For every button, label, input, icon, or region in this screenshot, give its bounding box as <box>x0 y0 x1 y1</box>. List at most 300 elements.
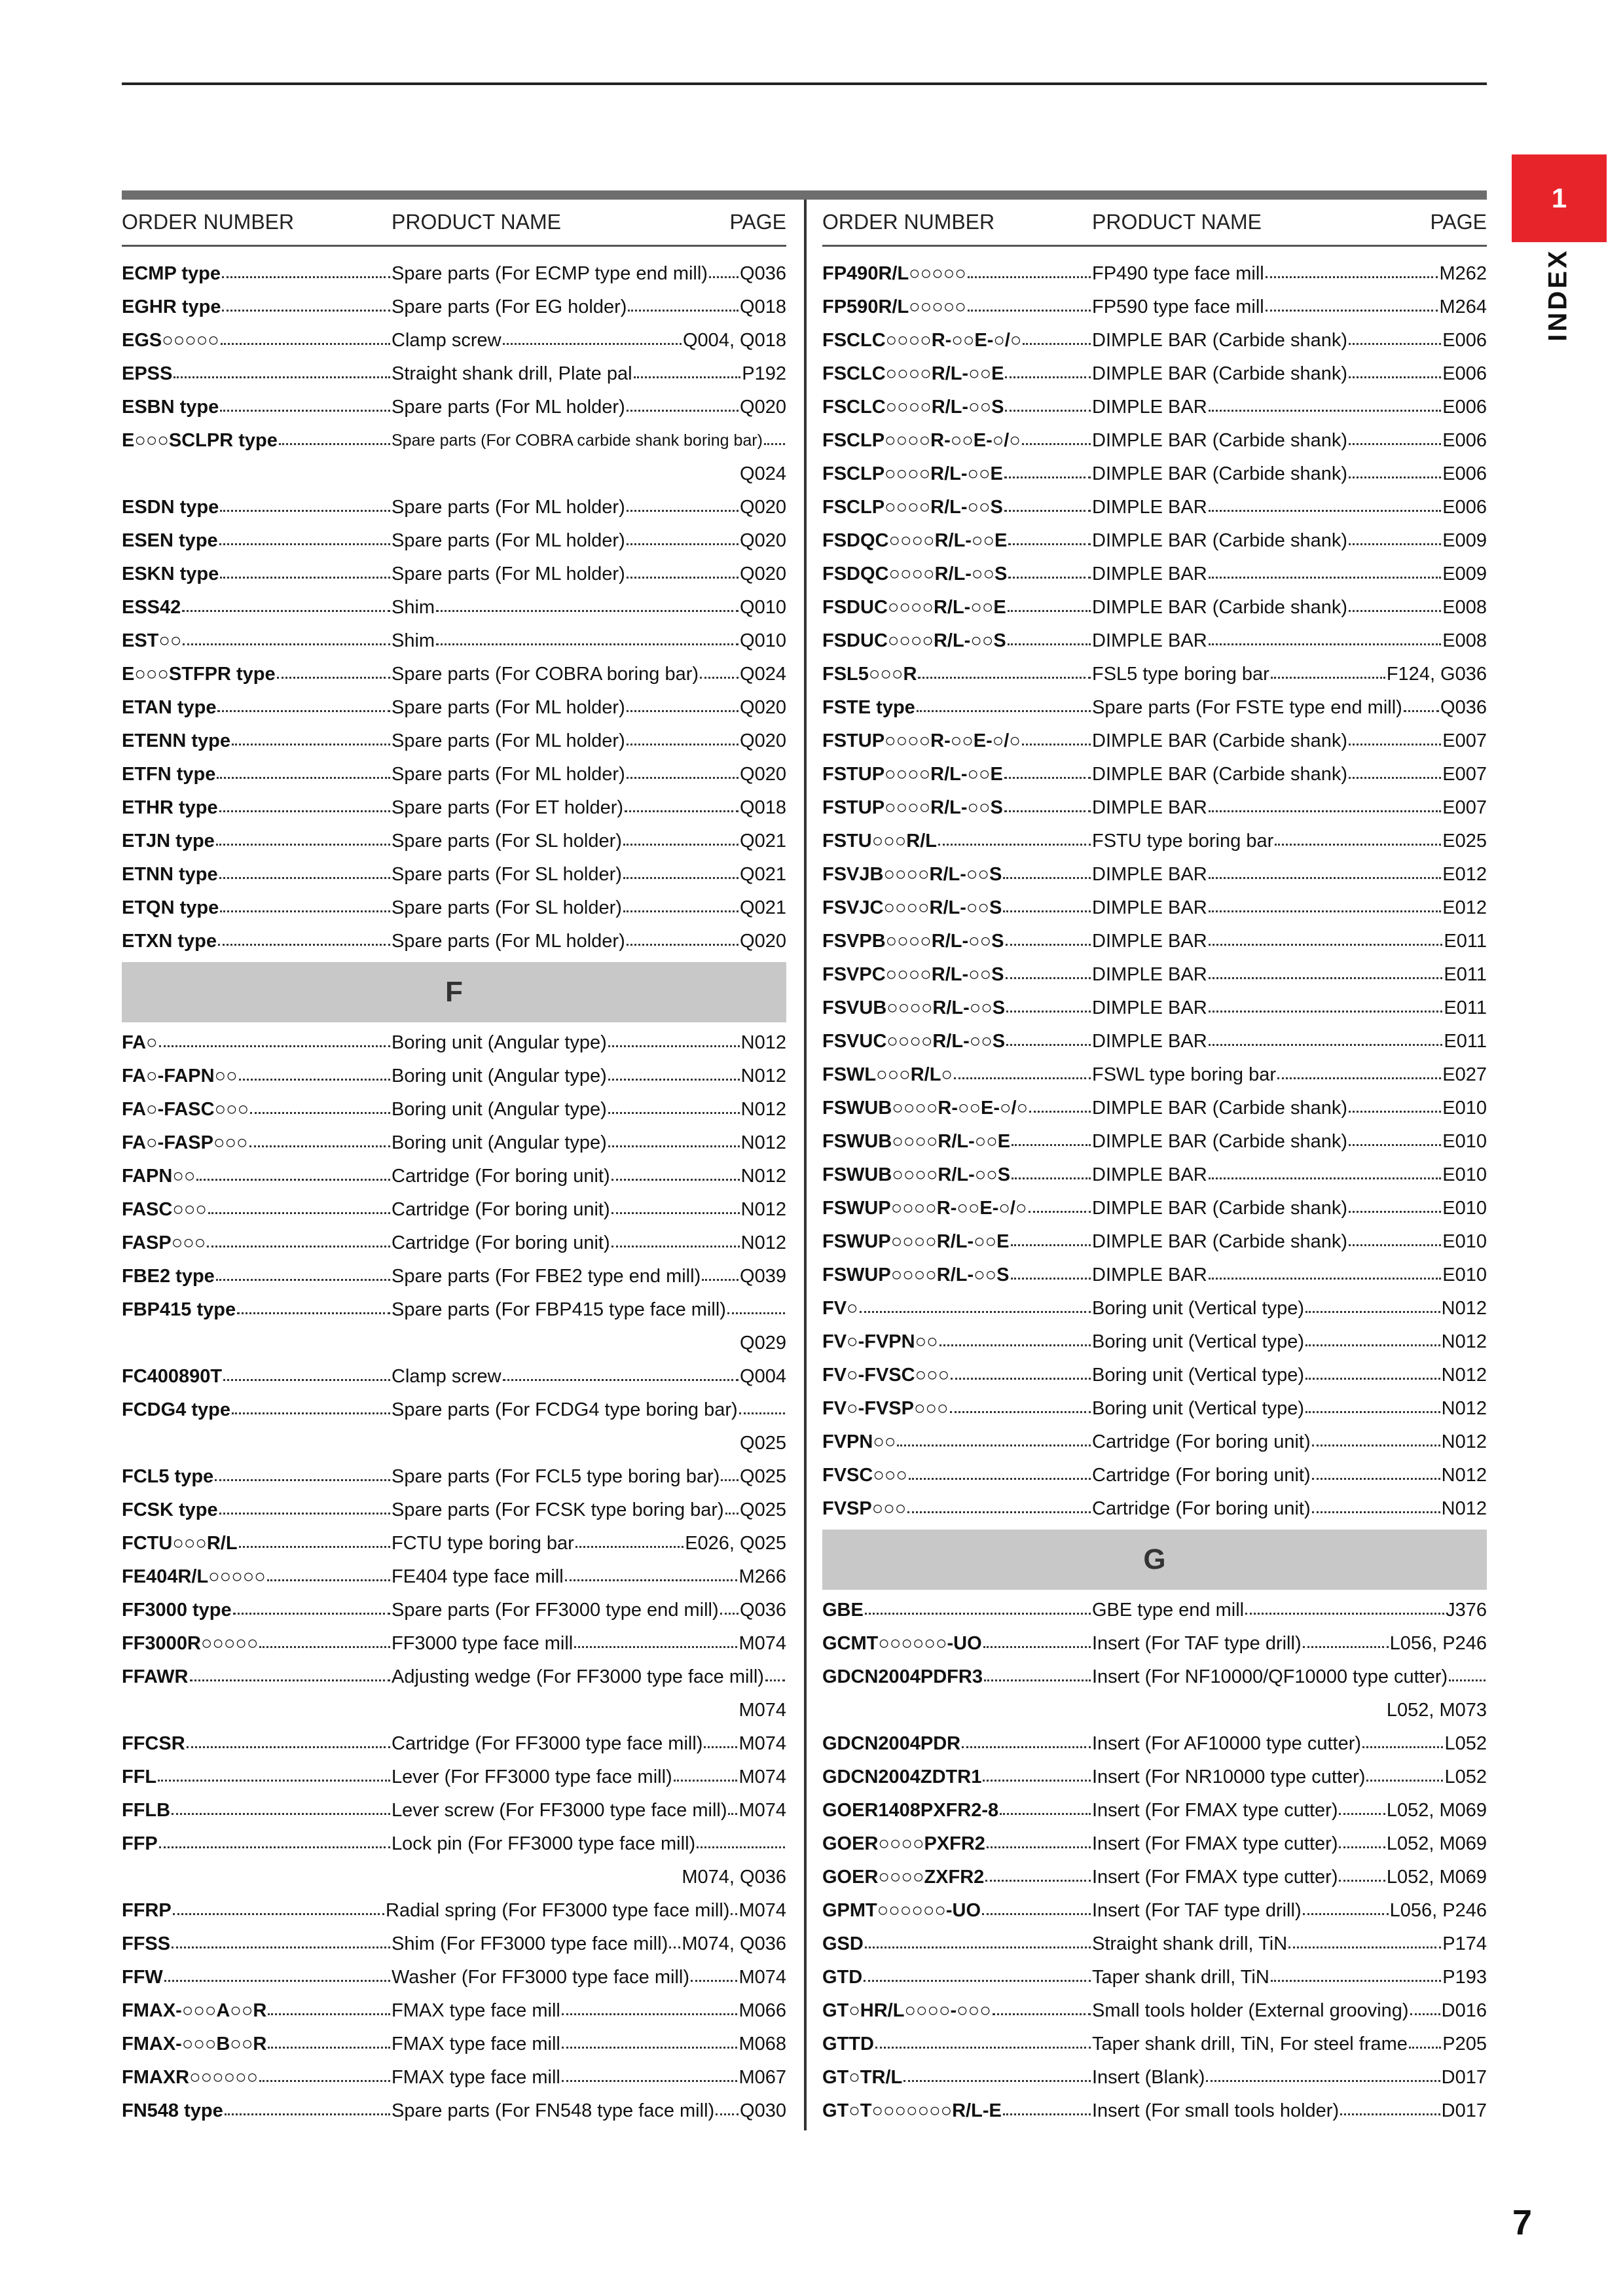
product-cell <box>1092 1666 1487 1688</box>
product-name: Shim (For FF3000 type face mill) <box>392 1933 668 1954</box>
order-number-cell <box>122 797 392 819</box>
order-number: FFLB <box>122 1800 171 1821</box>
order-number: FFP <box>122 1833 158 1854</box>
index-row[interactable] <box>822 1158 1487 1192</box>
row-page: P192 <box>742 363 786 384</box>
order-number-cell <box>122 397 392 418</box>
index-row-continuation <box>122 1861 786 1894</box>
index-row[interactable] <box>822 1426 1487 1459</box>
order-number: FSDQC○○○○R/L-○○S <box>822 564 1008 584</box>
index-row[interactable] <box>122 1627 786 1660</box>
index-row[interactable] <box>122 1460 786 1494</box>
order-number: FP490R/L○○○○○ <box>822 263 966 284</box>
index-row[interactable] <box>822 1392 1487 1426</box>
index-row[interactable] <box>822 291 1487 324</box>
index-row[interactable] <box>822 1359 1487 1392</box>
product-name: DIMPLE BAR <box>1092 1164 1207 1185</box>
index-row[interactable] <box>822 1058 1487 1092</box>
dot-leader <box>1022 732 1091 745</box>
row-page: Q024 <box>740 463 786 484</box>
row-page: M074 <box>739 1733 786 1754</box>
row-page: L056, P246 <box>1389 1900 1487 1921</box>
order-number: FBE2 type <box>122 1266 215 1287</box>
index-row[interactable] <box>122 891 786 925</box>
index-row[interactable] <box>122 357 786 391</box>
index-row[interactable] <box>122 1293 786 1327</box>
index-row[interactable] <box>822 558 1487 591</box>
dot-leader <box>1404 698 1439 712</box>
product-cell <box>1092 1431 1487 1453</box>
dot-leader <box>721 1467 739 1481</box>
order-number: FSCLC○○○○R-○○E-○/○ <box>822 330 1022 351</box>
row-page: E012 <box>1442 864 1487 885</box>
row-page: L052 <box>1444 1733 1487 1754</box>
row-page: M074 <box>739 1700 786 1721</box>
product-name: GBE type end mill <box>1092 1600 1245 1621</box>
product-cell <box>392 597 786 619</box>
order-number: FVPN○○ <box>822 1431 896 1452</box>
index-row[interactable] <box>822 1459 1487 1492</box>
row-page: Q020 <box>740 931 786 952</box>
product-name: DIMPLE BAR (Carbide shank) <box>1092 330 1348 351</box>
index-row[interactable] <box>822 1928 1487 1961</box>
row-page: Q010 <box>740 630 786 651</box>
order-number: GDCN2004PDFR3 <box>822 1666 983 1687</box>
product-name: DIMPLE BAR (Carbide shank) <box>1092 730 1348 751</box>
index-row[interactable] <box>822 624 1487 658</box>
dot-leader <box>1349 1232 1441 1246</box>
dot-leader <box>1349 465 1441 478</box>
index-row[interactable] <box>822 658 1487 691</box>
order-number: ESDN type <box>122 497 219 518</box>
index-row[interactable] <box>122 1594 786 1627</box>
index-row[interactable] <box>822 424 1487 457</box>
product-name: Adjusting wedge (For FF3000 type face mill) <box>392 1666 764 1687</box>
index-row[interactable] <box>822 1961 1487 1994</box>
row-page: Q024 <box>740 664 786 685</box>
index-row[interactable] <box>122 2094 786 2128</box>
order-number: GTD <box>822 1967 863 1988</box>
order-number: FFL <box>122 1767 157 1787</box>
order-number: GOER○○○○ZXFR2 <box>822 1867 985 1888</box>
product-name: Spare parts (For FBP415 type face mill) <box>392 1299 726 1320</box>
product-cell <box>1092 1198 1487 1219</box>
dot-leader <box>903 2068 1091 2082</box>
index-row[interactable] <box>122 1894 786 1928</box>
index-row[interactable] <box>122 758 786 791</box>
product-name: Insert (For FMAX type cutter) <box>1092 1800 1338 1821</box>
order-number-cell <box>822 997 1092 1019</box>
index-row[interactable] <box>822 1827 1487 1861</box>
dot-leader <box>232 1401 390 1414</box>
order-number: FCL5 type <box>122 1466 214 1487</box>
index-row[interactable] <box>822 1861 1487 1894</box>
index-row[interactable] <box>822 1492 1487 1526</box>
dot-leader <box>215 1467 390 1481</box>
order-number-cell <box>122 1533 392 1554</box>
order-number: FSCLP○○○○R/L-○○E <box>822 463 1003 484</box>
order-number-cell <box>822 397 1092 418</box>
index-row[interactable] <box>822 691 1487 725</box>
product-cell <box>1092 864 1487 886</box>
index-row-continuation <box>122 1327 786 1360</box>
index-row[interactable] <box>122 524 786 558</box>
index-row[interactable] <box>122 1994 786 2028</box>
row-page: Q004 <box>740 1366 786 1387</box>
dot-leader <box>1340 2102 1440 2115</box>
index-row[interactable] <box>822 858 1487 891</box>
order-number: FSTU○○○R/L <box>822 831 937 852</box>
order-number: FSCLP○○○○R/L-○○S <box>822 497 1003 518</box>
row-page: N012 <box>1441 1398 1487 1419</box>
dot-leader <box>562 2001 738 2015</box>
index-row[interactable] <box>822 457 1487 491</box>
index-row[interactable] <box>122 1761 786 1794</box>
product-cell <box>1092 664 1487 685</box>
index-row[interactable] <box>822 491 1487 524</box>
index-row[interactable] <box>822 1660 1487 1694</box>
product-cell <box>1092 1933 1487 1955</box>
product-cell <box>1092 330 1487 351</box>
order-number-cell <box>122 363 392 385</box>
index-row[interactable] <box>122 2028 786 2061</box>
dot-leader <box>1305 1399 1440 1413</box>
product-name: Boring unit (Vertical type) <box>1092 1331 1304 1352</box>
index-row[interactable] <box>122 591 786 624</box>
index-row[interactable] <box>122 858 786 891</box>
index-row[interactable] <box>122 1393 786 1427</box>
index-row[interactable] <box>822 591 1487 624</box>
dot-leader <box>1209 1166 1442 1179</box>
index-row[interactable] <box>822 1125 1487 1158</box>
order-number-cell <box>822 1967 1092 1988</box>
index-row[interactable] <box>122 391 786 424</box>
index-row[interactable] <box>122 491 786 524</box>
order-number-cell <box>822 1666 1092 1688</box>
row-page: N012 <box>740 1066 786 1086</box>
order-number: GT○HR/L○○○○-○○○ <box>822 2000 991 2021</box>
dot-leader <box>1012 1132 1091 1146</box>
index-row[interactable] <box>822 2094 1487 2128</box>
dot-leader <box>674 1768 738 1782</box>
dot-leader <box>574 1634 737 1648</box>
product-name: DIMPLE BAR <box>1092 397 1207 418</box>
product-cell <box>386 1900 786 1922</box>
dot-leader <box>627 565 739 579</box>
index-row[interactable] <box>822 758 1487 791</box>
row-page: L052, M069 <box>1386 1867 1487 1888</box>
dot-leader <box>1349 598 1441 612</box>
index-row[interactable] <box>122 1093 786 1126</box>
row-page: Q020 <box>740 730 786 751</box>
index-row[interactable] <box>122 1794 786 1827</box>
product-cell <box>392 431 786 450</box>
row-page: E009 <box>1442 530 1487 551</box>
index-row[interactable] <box>122 1360 786 1393</box>
index-row[interactable] <box>822 1325 1487 1359</box>
dot-leader <box>190 1668 391 1681</box>
product-cell <box>1092 1164 1487 1186</box>
order-number: FVSP○○○ <box>822 1498 907 1519</box>
order-number: FA○-FASP○○○ <box>122 1132 248 1153</box>
index-row[interactable] <box>822 1794 1487 1827</box>
index-row[interactable] <box>122 1660 786 1694</box>
chapter-number: 1 <box>1551 183 1567 213</box>
index-row[interactable] <box>122 1560 786 1594</box>
index-row-continuation <box>122 1427 786 1460</box>
index-row[interactable] <box>822 891 1487 925</box>
row-page: Q025 <box>740 1466 786 1487</box>
top-rule <box>122 82 1487 85</box>
index-row[interactable] <box>122 925 786 958</box>
table-top-bar <box>122 190 1487 200</box>
dot-leader <box>627 531 739 545</box>
dot-leader <box>1008 632 1091 645</box>
dot-leader <box>1209 965 1443 979</box>
order-number-cell <box>822 797 1092 819</box>
row-page: E025 <box>1442 831 1487 852</box>
order-number-cell <box>122 1600 392 1621</box>
product-name: Boring unit (Vertical type) <box>1092 1298 1304 1319</box>
order-number-cell <box>122 1967 392 1988</box>
product-name: Cartridge (For boring unit) <box>392 1232 610 1253</box>
product-name: DIMPLE BAR (Carbide shank) <box>1092 1098 1348 1119</box>
product-name: Spare parts (For FCL5 type boring bar) <box>392 1466 720 1487</box>
index-row[interactable] <box>822 1594 1487 1627</box>
index-row[interactable] <box>822 2061 1487 2094</box>
product-name: Cartridge (For boring unit) <box>1092 1431 1311 1452</box>
chapter-tab[interactable] <box>1512 154 1607 242</box>
order-number-cell <box>822 497 1092 518</box>
index-row[interactable] <box>122 658 786 691</box>
dot-leader <box>1266 264 1438 278</box>
index-row[interactable] <box>122 1827 786 1861</box>
product-name: Spare parts (For FSTE type end mill) <box>1092 697 1402 718</box>
product-cell <box>1092 1031 1487 1052</box>
dot-leader <box>697 1835 785 1848</box>
order-number-cell <box>122 497 392 518</box>
order-number-cell <box>122 263 392 285</box>
product-cell <box>392 797 786 819</box>
index-row[interactable] <box>122 825 786 858</box>
product-cell <box>392 1499 786 1521</box>
index-row[interactable] <box>122 1961 786 1994</box>
header-product-name: PRODUCT NAME <box>392 210 561 234</box>
row-page: E011 <box>1444 931 1487 952</box>
dot-leader <box>1305 1333 1440 1346</box>
index-row[interactable] <box>822 324 1487 357</box>
order-number: FV○ <box>822 1298 858 1319</box>
order-number: FSTUP○○○○R-○○E-○/○ <box>822 730 1021 751</box>
order-number-cell <box>822 664 1092 685</box>
dot-leader <box>575 1534 684 1548</box>
index-row[interactable] <box>822 357 1487 391</box>
product-name: Spare parts (For ML holder) <box>392 530 625 551</box>
dot-leader <box>1209 865 1442 879</box>
product-cell <box>392 2034 786 2055</box>
dot-leader <box>1003 899 1091 912</box>
order-number: ETENN type <box>122 730 230 751</box>
index-row[interactable] <box>822 2028 1487 2061</box>
dot-leader <box>220 565 390 579</box>
index-row[interactable] <box>822 1761 1487 1794</box>
index-row[interactable] <box>822 1994 1487 2028</box>
order-number-cell <box>822 1498 1092 1520</box>
order-number-cell <box>822 1198 1092 1219</box>
index-row[interactable] <box>122 1126 786 1160</box>
index-row[interactable] <box>822 1025 1487 1058</box>
product-cell <box>392 1533 786 1554</box>
dot-leader <box>196 1167 390 1181</box>
index-row[interactable] <box>822 1627 1487 1660</box>
product-name: Insert (For FMAX type cutter) <box>1092 1867 1338 1888</box>
order-number-cell <box>122 1499 392 1521</box>
order-number: FE404R/L○○○○○ <box>122 1566 266 1587</box>
dot-leader <box>1245 1601 1444 1615</box>
index-row[interactable] <box>822 925 1487 958</box>
product-cell <box>1092 463 1487 485</box>
order-number: FSWUP○○○○R/L-○○E <box>822 1231 1010 1252</box>
index-row[interactable] <box>122 1026 786 1060</box>
dot-leader <box>222 298 390 312</box>
product-name: DIMPLE BAR <box>1092 797 1207 818</box>
dot-leader <box>1012 1166 1091 1179</box>
index-row[interactable] <box>122 1160 786 1193</box>
order-number: FF3000 type <box>122 1600 232 1621</box>
order-number-cell <box>122 664 392 685</box>
index-row[interactable] <box>122 1727 786 1761</box>
order-number: FFW <box>122 1967 163 1988</box>
index-row[interactable] <box>822 958 1487 992</box>
dot-leader <box>1004 798 1091 812</box>
product-cell <box>1092 1498 1487 1520</box>
row-page: N012 <box>740 1199 786 1220</box>
index-row[interactable] <box>822 1727 1487 1761</box>
dot-leader <box>277 665 390 679</box>
dot-leader <box>1349 1199 1441 1213</box>
index-row[interactable] <box>122 791 786 825</box>
product-name: Shim <box>392 597 435 618</box>
row-page: Q039 <box>740 1266 786 1287</box>
row-page: E010 <box>1442 1265 1487 1285</box>
order-number-cell <box>122 1767 392 1788</box>
index-row[interactable] <box>122 2061 786 2094</box>
order-number-cell <box>122 1266 392 1287</box>
dot-leader <box>268 2001 390 2015</box>
index-row[interactable] <box>822 257 1487 291</box>
row-page: F124, G036 <box>1386 664 1487 685</box>
dot-leader <box>983 1768 1091 1782</box>
order-number-cell <box>122 897 392 919</box>
order-number-cell <box>122 1166 392 1187</box>
index-label-text: INDEX <box>1543 247 1573 342</box>
dot-leader <box>1006 999 1091 1013</box>
index-row[interactable] <box>122 1260 786 1293</box>
dot-leader <box>1312 1433 1440 1446</box>
index-row[interactable] <box>822 1192 1487 1225</box>
index-row[interactable] <box>822 992 1487 1025</box>
product-cell <box>1092 730 1487 752</box>
index-row[interactable] <box>122 324 786 357</box>
index-row[interactable] <box>122 1527 786 1560</box>
dot-leader <box>627 732 739 745</box>
index-row[interactable] <box>122 1193 786 1227</box>
index-row[interactable] <box>822 725 1487 758</box>
index-row[interactable] <box>822 825 1487 858</box>
index-row[interactable] <box>122 558 786 591</box>
product-name: Cartridge (For boring unit) <box>392 1199 610 1220</box>
dot-leader <box>993 2001 1091 2015</box>
product-name: FSTU type boring bar <box>1092 831 1274 852</box>
index-row[interactable] <box>822 391 1487 424</box>
dot-leader <box>219 798 390 812</box>
index-row[interactable] <box>122 1494 786 1527</box>
product-cell <box>1092 497 1487 518</box>
index-row[interactable] <box>822 1225 1487 1259</box>
row-page: Q029 <box>740 1333 786 1354</box>
index-row[interactable] <box>822 1292 1487 1325</box>
dot-leader <box>221 331 390 345</box>
product-cell <box>1092 1833 1487 1855</box>
dot-leader <box>731 1901 737 1915</box>
dot-leader <box>1449 1668 1486 1681</box>
dot-leader <box>765 1668 785 1681</box>
order-number-cell <box>822 697 1092 719</box>
dot-leader <box>1266 298 1438 312</box>
index-row[interactable] <box>122 691 786 725</box>
product-name: DIMPLE BAR <box>1092 931 1207 952</box>
index-row[interactable] <box>122 291 786 324</box>
index-row[interactable] <box>822 1092 1487 1125</box>
dot-leader <box>159 1835 390 1848</box>
dot-leader <box>279 431 390 445</box>
product-cell <box>392 263 786 285</box>
order-number-cell <box>122 2100 392 2122</box>
index-row[interactable] <box>122 257 786 291</box>
dot-leader <box>1209 899 1442 912</box>
row-page: L052, M069 <box>1386 1833 1487 1854</box>
row-page: Q018 <box>740 797 786 818</box>
product-cell <box>392 1466 786 1488</box>
dot-leader <box>951 1366 1091 1380</box>
index-row[interactable] <box>822 524 1487 558</box>
product-cell <box>392 2100 786 2122</box>
index-row[interactable] <box>122 1060 786 1093</box>
product-cell <box>392 530 786 552</box>
index-row[interactable] <box>822 1259 1487 1292</box>
order-number-cell <box>822 263 1092 285</box>
product-name: DIMPLE BAR <box>1092 964 1207 985</box>
product-name: DIMPLE BAR (Carbide shank) <box>1092 530 1348 551</box>
order-number-cell <box>822 597 1092 619</box>
index-row-continuation <box>122 1694 786 1727</box>
order-number: FF3000R○○○○○ <box>122 1633 259 1654</box>
order-number-cell <box>822 764 1092 785</box>
index-row[interactable] <box>822 1894 1487 1928</box>
row-page: P174 <box>1442 1933 1487 1954</box>
index-row[interactable] <box>122 424 786 457</box>
left-column <box>122 200 786 2128</box>
row-page: M074 <box>739 1767 786 1787</box>
index-row[interactable] <box>122 624 786 658</box>
dot-leader <box>865 1601 1091 1615</box>
index-row[interactable] <box>122 1928 786 1961</box>
index-row[interactable] <box>122 725 786 758</box>
index-row[interactable] <box>822 791 1487 825</box>
index-row[interactable] <box>122 1227 786 1260</box>
order-number-cell <box>122 1366 392 1388</box>
product-name: Spare parts (For ET holder) <box>392 797 624 818</box>
